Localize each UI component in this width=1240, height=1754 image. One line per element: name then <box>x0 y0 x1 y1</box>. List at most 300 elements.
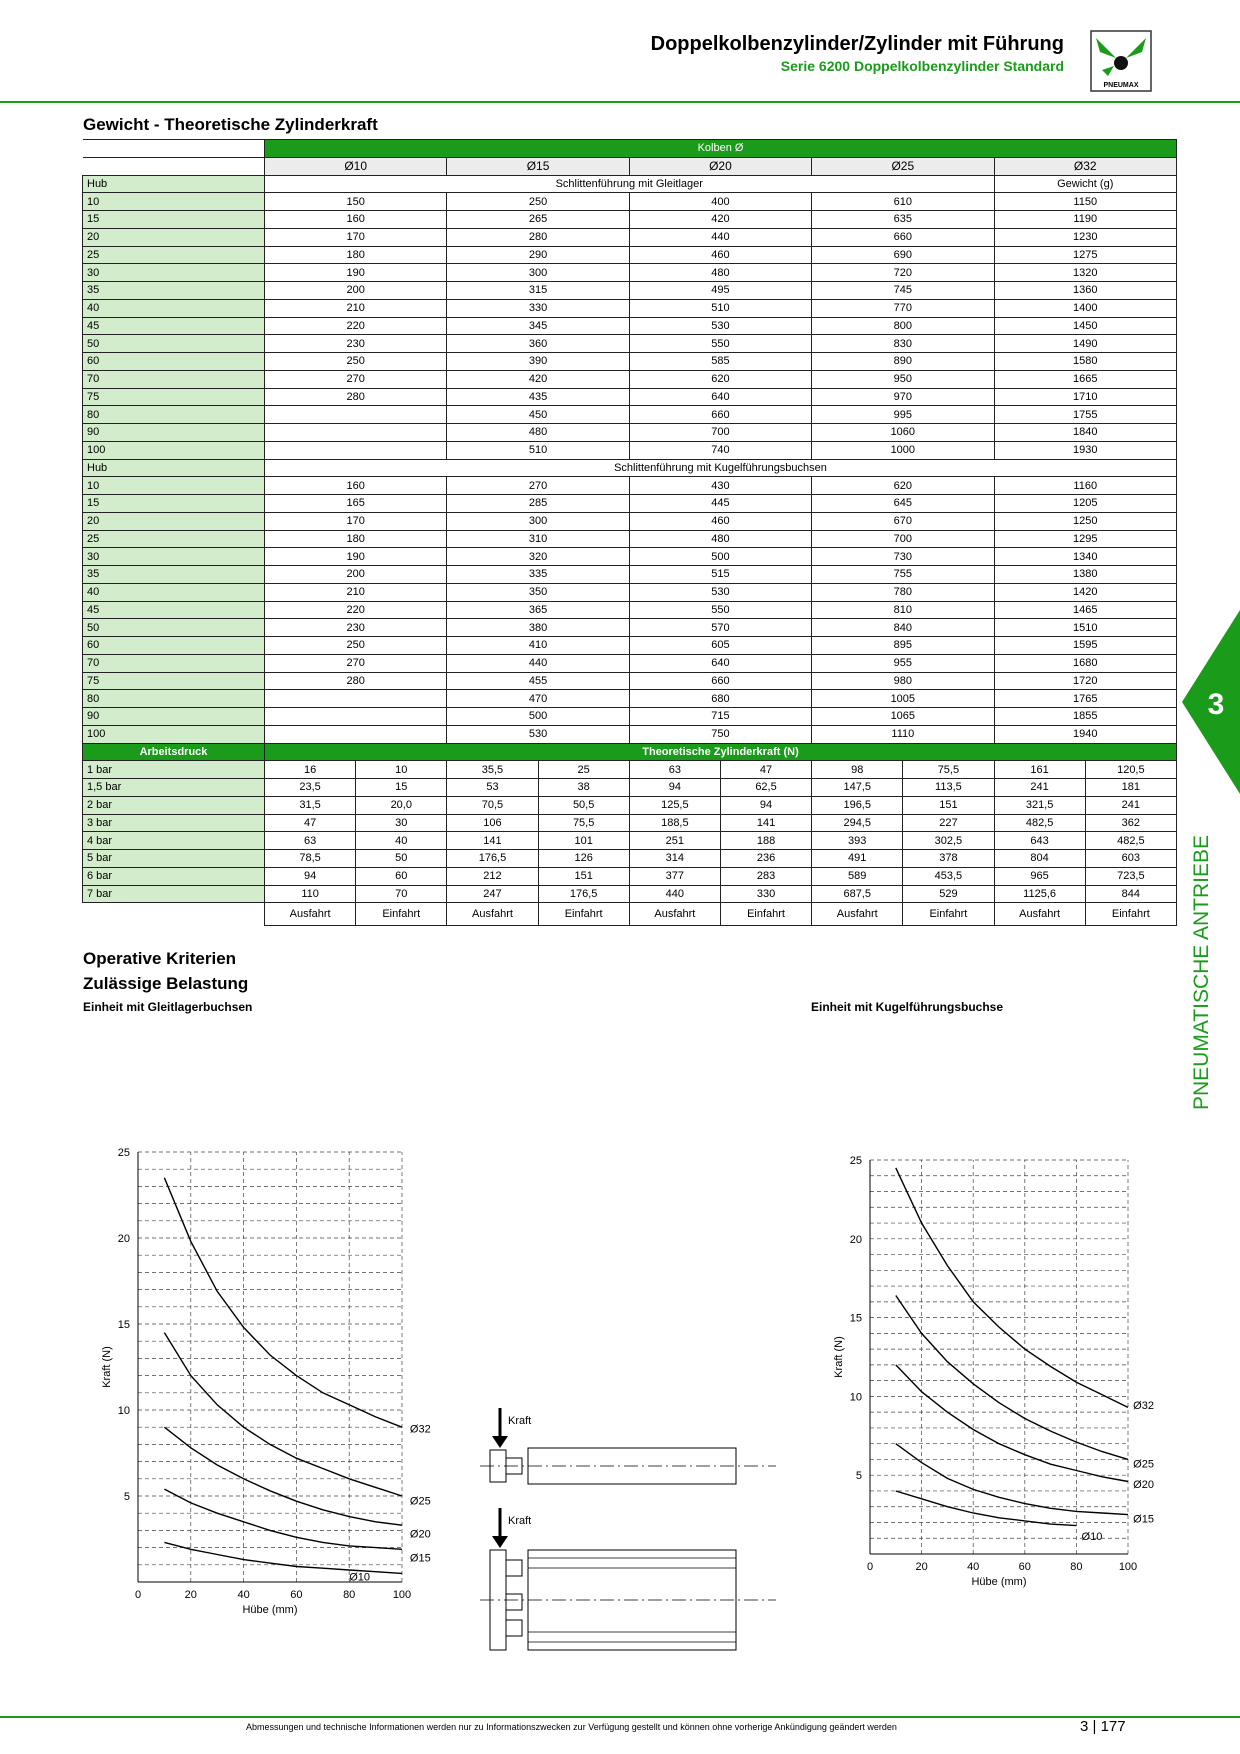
force-cell: 804 <box>994 850 1085 868</box>
weight-cell: 280 <box>265 388 447 406</box>
weight-cell: 1595 <box>994 637 1177 655</box>
force-cell: 30 <box>356 814 447 832</box>
weight-cell: 230 <box>265 335 447 353</box>
force-cell: 314 <box>629 850 720 868</box>
weight-cell: 1340 <box>994 548 1177 566</box>
stroke-cell: 20 <box>83 228 265 246</box>
diameter-header: Ø25 <box>812 157 994 175</box>
weight-cell: 1230 <box>994 228 1177 246</box>
weight-cell: 220 <box>265 601 447 619</box>
force-cell: 63 <box>265 832 356 850</box>
weight-cell: 210 <box>265 583 447 601</box>
force-cell: 40 <box>356 832 447 850</box>
footer-rule <box>0 1716 1240 1718</box>
empty-corner <box>83 140 265 158</box>
x-tick-label: 20 <box>915 1561 928 1573</box>
weight-cell: 970 <box>812 388 994 406</box>
right-chart-label: Einheit mit Kugelführungsbuchse <box>811 1000 1004 1014</box>
x-axis-label: Hübe (mm) <box>971 1576 1027 1588</box>
force-cell: 141 <box>720 814 811 832</box>
force-cell: 603 <box>1085 850 1176 868</box>
section-title-weight: Gewicht - Theoretische Zylinderkraft <box>83 115 378 134</box>
force-cell: 70,5 <box>447 796 538 814</box>
direction-cell: Ausfahrt <box>265 903 356 926</box>
stroke-cell: 90 <box>83 708 265 726</box>
weight-cell: 480 <box>629 530 811 548</box>
force-cell: 141 <box>447 832 538 850</box>
direction-cell: Einfahrt <box>538 903 629 926</box>
weight-cell: 160 <box>265 477 447 495</box>
force-cell: 302,5 <box>903 832 994 850</box>
weight-cell: 265 <box>447 211 629 229</box>
weight-cell: 1720 <box>994 672 1177 690</box>
direction-cell: Ausfahrt <box>447 903 538 926</box>
weight-cell: 1490 <box>994 335 1177 353</box>
weight-cell: 1680 <box>994 654 1177 672</box>
weight-cell: 1295 <box>994 530 1177 548</box>
weight-cell: 830 <box>812 335 994 353</box>
force-cell: 125,5 <box>629 796 720 814</box>
force-row <box>83 850 1177 868</box>
force-cell: 25 <box>538 761 629 779</box>
weight-cell: 645 <box>812 495 994 513</box>
force-row <box>83 885 1177 903</box>
force-cell: 23,5 <box>265 779 356 797</box>
weight-cell: 550 <box>629 335 811 353</box>
weight-row <box>83 672 1177 690</box>
pressure-cell: 2 bar <box>83 796 265 814</box>
weight-cell: 700 <box>629 424 811 442</box>
force-cell: 120,5 <box>1085 761 1176 779</box>
x-tick-label: 60 <box>1018 1561 1031 1573</box>
direction-cell: Ausfahrt <box>812 903 903 926</box>
weight-row <box>83 388 1177 406</box>
stroke-cell: 50 <box>83 335 265 353</box>
pressure-cell: 1,5 bar <box>83 779 265 797</box>
force-cell: 126 <box>538 850 629 868</box>
weight-cell: 250 <box>265 637 447 655</box>
force-cell: 965 <box>994 867 1085 885</box>
force-cell: 38 <box>538 779 629 797</box>
weight-cell: 950 <box>812 370 994 388</box>
weight-cell: 1205 <box>994 495 1177 513</box>
weight-cell: 715 <box>629 708 811 726</box>
force-cell: 212 <box>447 867 538 885</box>
force-cell: 482,5 <box>994 814 1085 832</box>
weight-cell: 1940 <box>994 725 1177 743</box>
force-cell: 94 <box>629 779 720 797</box>
weight-row <box>83 512 1177 530</box>
force-cell: 453,5 <box>903 867 994 885</box>
force-cell: 241 <box>994 779 1085 797</box>
weight-cell: 530 <box>629 317 811 335</box>
weight-cell: 585 <box>629 353 811 371</box>
weight-cell: 640 <box>629 388 811 406</box>
force-cell: 113,5 <box>903 779 994 797</box>
weight-cell: 390 <box>447 353 629 371</box>
stroke-cell: 100 <box>83 441 265 459</box>
force-cell: 20,0 <box>356 796 447 814</box>
weight-row <box>83 637 1177 655</box>
weight-cell: 1190 <box>994 211 1177 229</box>
x-tick-label: 100 <box>1118 1561 1138 1573</box>
force-cell: 844 <box>1085 885 1176 903</box>
page-title: Doppelkolbenzylinder/Zylinder mit Führung <box>650 33 1064 55</box>
stroke-cell: 70 <box>83 370 265 388</box>
weight-cell: 660 <box>629 406 811 424</box>
weight-cell: 200 <box>265 282 447 300</box>
stroke-cell: 60 <box>83 637 265 655</box>
header-rule <box>0 101 1240 103</box>
weight-cell: 1250 <box>994 512 1177 530</box>
series-line <box>164 1333 402 1496</box>
x-tick-label: 80 <box>1070 1561 1083 1573</box>
force-cell: 393 <box>812 832 903 850</box>
series-line <box>896 1296 1128 1460</box>
weight-cell: 605 <box>629 637 811 655</box>
weight-cell: 1005 <box>812 690 994 708</box>
y-tick-label: 5 <box>855 1470 862 1483</box>
weight-cell: 300 <box>447 264 629 282</box>
series-label: Ø25 <box>1133 1458 1154 1471</box>
weight-row <box>83 708 1177 726</box>
x-tick-label: 100 <box>392 1589 412 1601</box>
series-label: Ø10 <box>349 1571 370 1584</box>
force-cell: 47 <box>265 814 356 832</box>
section-title-load: Zulässige Belastung <box>83 974 249 993</box>
force-cell: 147,5 <box>812 779 903 797</box>
y-tick-label: 25 <box>849 1155 862 1167</box>
diameter-header: Ø10 <box>265 157 447 175</box>
weight-cell: 190 <box>265 548 447 566</box>
force-cell: 196,5 <box>812 796 903 814</box>
force-row <box>83 832 1177 850</box>
force-row <box>83 779 1177 797</box>
weight-cell: 210 <box>265 299 447 317</box>
weight-cell: 635 <box>812 211 994 229</box>
weight-cell: 610 <box>812 193 994 211</box>
force-cell: 1125,6 <box>994 885 1085 903</box>
stroke-cell: 40 <box>83 583 265 601</box>
force-cell: 491 <box>812 850 903 868</box>
weight-cell: 660 <box>629 672 811 690</box>
diameter-header: Ø20 <box>629 157 811 175</box>
y-tick-label: 15 <box>117 1319 130 1331</box>
weight-cell: 745 <box>812 282 994 300</box>
weight-cell: 180 <box>265 246 447 264</box>
weight-cell: 780 <box>812 583 994 601</box>
weight-cell: 690 <box>812 246 994 264</box>
weight-cell: 445 <box>629 495 811 513</box>
force-cell: 53 <box>447 779 538 797</box>
force-cell: 643 <box>994 832 1085 850</box>
weight-cell: 270 <box>447 477 629 495</box>
group2-label: Schlittenführung mit Kugelführungsbuchsen <box>265 459 1177 477</box>
pressure-cell: 1 bar <box>83 761 265 779</box>
series-label: Ø20 <box>1133 1478 1154 1491</box>
force-cell: 62,5 <box>720 779 811 797</box>
force-cell: 247 <box>447 885 538 903</box>
weight-cell: 1465 <box>994 601 1177 619</box>
pressure-cell: 7 bar <box>83 885 265 903</box>
left-chart-label: Einheit mit Gleitlagerbuchsen <box>83 1000 253 1014</box>
pneumax-logo <box>1090 30 1152 92</box>
weight-row <box>83 441 1177 459</box>
diameter-header: Ø15 <box>447 157 629 175</box>
weight-cell <box>265 424 447 442</box>
weight-row <box>83 566 1177 584</box>
weight-cell: 1150 <box>994 193 1177 211</box>
group2-header-row <box>83 459 1177 477</box>
force-cell: 94 <box>265 867 356 885</box>
stroke-cell: 30 <box>83 548 265 566</box>
stroke-cell: 25 <box>83 530 265 548</box>
direction-cell: Ausfahrt <box>629 903 720 926</box>
weight-cell: 740 <box>629 441 811 459</box>
weight-cell: 495 <box>629 282 811 300</box>
weight-cell: 890 <box>812 353 994 371</box>
force-cell: 35,5 <box>447 761 538 779</box>
stroke-cell: 80 <box>83 690 265 708</box>
section-title-criteria: Operative Kriterien <box>83 949 237 968</box>
series-line <box>896 1365 1128 1482</box>
weight-cell: 1110 <box>812 725 994 743</box>
weight-cell: 640 <box>629 654 811 672</box>
stroke-cell: 35 <box>83 282 265 300</box>
force-cell: 687,5 <box>812 885 903 903</box>
weight-cell: 335 <box>447 566 629 584</box>
stroke-cell: 40 <box>83 299 265 317</box>
pressure-header: Arbeitsdruck <box>83 743 265 761</box>
force-cell: 75,5 <box>538 814 629 832</box>
weight-cell: 480 <box>447 424 629 442</box>
hub-label: Hub <box>83 459 265 477</box>
weight-cell: 200 <box>265 566 447 584</box>
force-cell: 330 <box>720 885 811 903</box>
weight-row <box>83 654 1177 672</box>
chapter-number: 3 <box>1207 688 1225 721</box>
force-row <box>83 761 1177 779</box>
weight-row <box>83 583 1177 601</box>
force-cell: 15 <box>356 779 447 797</box>
force-diagram <box>470 1400 790 1660</box>
weight-cell: 410 <box>447 637 629 655</box>
force-cell: 50,5 <box>538 796 629 814</box>
weight-row <box>83 299 1177 317</box>
force-cell: 188,5 <box>629 814 720 832</box>
direction-cell: Einfahrt <box>903 903 994 926</box>
weight-row <box>83 530 1177 548</box>
weight-cell <box>265 725 447 743</box>
stroke-cell: 75 <box>83 388 265 406</box>
y-tick-label: 15 <box>849 1312 862 1325</box>
force-cell: 321,5 <box>994 796 1085 814</box>
weight-cell: 165 <box>265 495 447 513</box>
weight-cell: 1840 <box>994 424 1177 442</box>
weight-cell: 620 <box>812 477 994 495</box>
stroke-cell: 15 <box>83 495 265 513</box>
weight-cell: 400 <box>629 193 811 211</box>
force-row <box>83 867 1177 885</box>
weight-cell: 280 <box>265 672 447 690</box>
force-row <box>83 796 1177 814</box>
weight-cell: 1360 <box>994 282 1177 300</box>
page-number: 3 | 177 <box>1080 1718 1126 1735</box>
weight-cell: 755 <box>812 566 994 584</box>
weight-cell: 1855 <box>994 708 1177 726</box>
series-label: Ø10 <box>1081 1530 1103 1543</box>
x-tick-label: 40 <box>967 1561 980 1573</box>
force-cell: 47 <box>720 761 811 779</box>
weight-label: Gewicht (g) <box>994 175 1177 193</box>
force-cell: 70 <box>356 885 447 903</box>
x-tick-label: 0 <box>866 1561 874 1573</box>
x-tick-label: 0 <box>134 1589 142 1601</box>
weight-cell: 730 <box>812 548 994 566</box>
force-cell: 176,5 <box>447 850 538 868</box>
weight-cell: 1450 <box>994 317 1177 335</box>
group1-header-row <box>83 175 1177 193</box>
force-cell: 723,5 <box>1085 867 1176 885</box>
weight-row <box>83 495 1177 513</box>
weight-row <box>83 477 1177 495</box>
series-line <box>896 1168 1128 1408</box>
weight-cell: 1755 <box>994 406 1177 424</box>
weight-cell: 460 <box>629 246 811 264</box>
weight-force-table <box>82 139 1177 926</box>
weight-row <box>83 317 1177 335</box>
footer-disclaimer: Abmessungen und technische Informationen werden nur zu Informationszwecken zur Verfügung gestellt und können ohne vorherige Ankündigung geändert werden <box>246 1722 897 1732</box>
weight-cell: 160 <box>265 211 447 229</box>
weight-cell: 300 <box>447 512 629 530</box>
weight-cell: 1665 <box>994 370 1177 388</box>
force-cell: 151 <box>903 796 994 814</box>
weight-cell: 1400 <box>994 299 1177 317</box>
weight-row <box>83 264 1177 282</box>
direction-row <box>83 903 1177 926</box>
force-cell: 482,5 <box>1085 832 1176 850</box>
weight-cell: 365 <box>447 601 629 619</box>
weight-cell: 1000 <box>812 441 994 459</box>
stroke-cell: 100 <box>83 725 265 743</box>
stroke-cell: 45 <box>83 317 265 335</box>
direction-cell: Einfahrt <box>356 903 447 926</box>
force-cell: 60 <box>356 867 447 885</box>
weight-cell: 510 <box>447 441 629 459</box>
weight-cell: 515 <box>629 566 811 584</box>
weight-cell: 420 <box>447 370 629 388</box>
pressure-cell: 4 bar <box>83 832 265 850</box>
weight-cell: 435 <box>447 388 629 406</box>
weight-cell: 330 <box>447 299 629 317</box>
series-label: Ø32 <box>409 1423 431 1436</box>
weight-cell: 1160 <box>994 477 1177 495</box>
weight-cell: 1420 <box>994 583 1177 601</box>
weight-cell: 455 <box>447 672 629 690</box>
series-label: Ø32 <box>1133 1400 1154 1413</box>
weight-cell: 250 <box>447 193 629 211</box>
weight-cell: 470 <box>447 690 629 708</box>
weight-cell: 450 <box>447 406 629 424</box>
weight-cell: 1580 <box>994 353 1177 371</box>
force-cell: 236 <box>720 850 811 868</box>
weight-row <box>83 601 1177 619</box>
weight-cell: 680 <box>629 690 811 708</box>
weight-cell: 350 <box>447 583 629 601</box>
kolben-header: Kolben Ø <box>265 140 1177 158</box>
force-cell: 188 <box>720 832 811 850</box>
weight-cell: 510 <box>629 299 811 317</box>
pressure-cell: 3 bar <box>83 814 265 832</box>
weight-cell: 285 <box>447 495 629 513</box>
force-cell: 362 <box>1085 814 1176 832</box>
force-cell: 529 <box>903 885 994 903</box>
weight-cell: 670 <box>812 512 994 530</box>
weight-cell: 955 <box>812 654 994 672</box>
stroke-cell: 60 <box>83 353 265 371</box>
stroke-cell: 45 <box>83 601 265 619</box>
weight-row <box>83 211 1177 229</box>
stroke-cell: 90 <box>83 424 265 442</box>
x-axis-label: Hübe (mm) <box>242 1604 298 1616</box>
x-tick-label: 80 <box>343 1589 356 1601</box>
logo-text: PNEUMAX <box>1103 82 1139 89</box>
series-label: Ø25 <box>409 1495 431 1508</box>
chapter-vertical-title: PNEUMATISCHE ANTRIEBE <box>1190 835 1213 1110</box>
stroke-cell: 35 <box>83 566 265 584</box>
diameter-header: Ø32 <box>994 157 1177 175</box>
hub-label: Hub <box>83 175 265 193</box>
force-label-1: Kraft <box>508 1415 532 1427</box>
x-tick-label: 20 <box>184 1589 197 1601</box>
weight-cell: 290 <box>447 246 629 264</box>
force-cell: 378 <box>903 850 994 868</box>
y-tick-label: 20 <box>849 1233 862 1246</box>
weight-cell <box>265 406 447 424</box>
weight-cell <box>265 690 447 708</box>
force-cell: 377 <box>629 867 720 885</box>
weight-cell: 1320 <box>994 264 1177 282</box>
force-cell: 110 <box>265 885 356 903</box>
series-label: Ø15 <box>1133 1513 1154 1526</box>
stroke-cell: 10 <box>83 193 265 211</box>
force-cell: 440 <box>629 885 720 903</box>
weight-row <box>83 335 1177 353</box>
y-tick-label: 5 <box>123 1491 130 1503</box>
weight-row <box>83 282 1177 300</box>
stroke-cell: 30 <box>83 264 265 282</box>
weight-cell <box>265 441 447 459</box>
weight-cell: 660 <box>812 228 994 246</box>
force-cell: 16 <box>265 761 356 779</box>
weight-cell: 230 <box>265 619 447 637</box>
stroke-cell: 80 <box>83 406 265 424</box>
weight-row <box>83 424 1177 442</box>
weight-row <box>83 548 1177 566</box>
pressure-cell: 5 bar <box>83 850 265 868</box>
weight-cell: 150 <box>265 193 447 211</box>
stroke-cell: 75 <box>83 672 265 690</box>
group1-label: Schlittenführung mit Gleitlager <box>265 175 995 193</box>
weight-cell: 270 <box>265 654 447 672</box>
weight-cell: 280 <box>447 228 629 246</box>
weight-row <box>83 193 1177 211</box>
diameter-row <box>83 157 1177 175</box>
weight-cell: 1710 <box>994 388 1177 406</box>
weight-cell: 320 <box>447 548 629 566</box>
weight-cell: 750 <box>629 725 811 743</box>
empty-corner <box>83 903 265 926</box>
